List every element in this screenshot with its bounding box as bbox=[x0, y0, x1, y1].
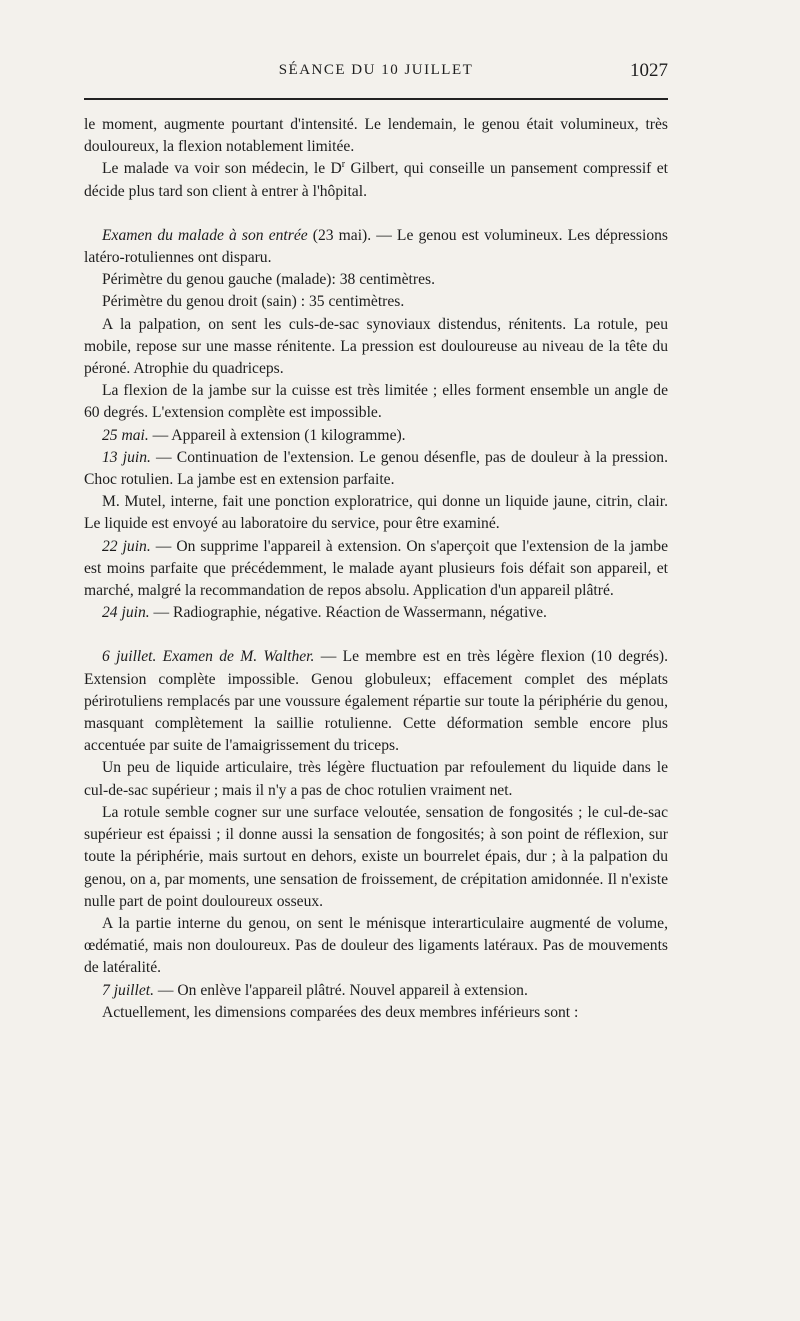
paragraph-lead-italic: 7 juillet. bbox=[102, 981, 154, 999]
paragraph-lead-italic: 13 juin. bbox=[102, 448, 151, 466]
paragraph bbox=[84, 1002, 668, 1024]
running-header bbox=[84, 60, 668, 86]
paragraph-text: Le malade va voir son médecin, le D bbox=[102, 160, 342, 178]
paragraph-text: A la palpation, on sent les culs-de-sac synoviaux distendus, rénitents. La rotule, peu mobile, repose sur une masse rénitente. La pression est douloureuse au niveau de la tête du péroné. Atrophie du quadriceps. bbox=[84, 315, 668, 378]
paragraph bbox=[84, 269, 668, 291]
paragraph-text: le moment, augmente pourtant d'intensité. Le lendemain, le genou était volumineux, très douloureux, la flexion notablement limitée. bbox=[84, 116, 668, 156]
paragraph-lead-italic: 22 juin. bbox=[102, 537, 151, 555]
paragraph-lead-italic: 6 juillet. Examen de M. Walther. bbox=[102, 648, 315, 666]
paragraph-text: Gilbert, qui conseille un pansement compressif et décide plus tard son client à entrer à l'hôpital. bbox=[84, 160, 668, 200]
paragraph bbox=[84, 447, 668, 491]
paragraph-text: M. Mutel, interne, fait une ponction exploratrice, qui donne un liquide jaune, citrin, clair. Le liquide est envoyé au laboratoire du service, pour être examiné. bbox=[84, 493, 668, 533]
paragraph bbox=[84, 913, 668, 980]
paragraph-text: — Continuation de l'extension. Le genou désenfle, pas de douleur à la pression. Choc rotulien. La jambe est en extension parfaite. bbox=[84, 448, 668, 489]
paragraph bbox=[84, 602, 668, 624]
paragraph-text: La rotule semble cogner sur une surface veloutée, sensation de fongosités ; le cul-de-sac supérieur est épaissi ; il donne aussi la sensation de fongosités; à son point de réflexion, sur toute la périphérie, mais surtout en dehors, existe un bourrelet épais, dur ; à la palpation du genou, on a, par moments, une sensation de froissement, de crépitation amidonnée. Il n'existe nulle part de point douloureux osseux. bbox=[84, 803, 668, 910]
paragraph-text: Actuellement, les dimensions comparées des deux membres inférieurs sont : bbox=[102, 1003, 579, 1021]
paragraph-text: Périmètre du genou droit (sain) : 35 centimètres. bbox=[102, 293, 405, 311]
paragraph bbox=[84, 291, 668, 313]
paragraph bbox=[84, 980, 668, 1002]
paragraph bbox=[84, 114, 668, 158]
header-title: SÉANCE DU 10 JUILLET bbox=[278, 62, 474, 78]
paragraph bbox=[84, 802, 668, 913]
paragraph bbox=[84, 314, 668, 381]
paragraph bbox=[84, 757, 668, 801]
paragraph-text: (23 mai). — Le genou est volumineux. Les dépressions latéro-rotuliennes ont disparu. bbox=[84, 226, 668, 267]
body-text bbox=[84, 114, 668, 1024]
paragraph bbox=[84, 425, 668, 447]
paragraph-text: La flexion de la jambe sur la cuisse est très limitée ; elles forment ensemble un angle de 60 degrés. L'extension complète est impossible. bbox=[84, 382, 668, 422]
paragraph bbox=[84, 380, 668, 424]
paragraph-text: — On supprime l'appareil à extension. On s'aperçoit que l'extension de la jambe est moins parfaite que précédemment, le malade ayant plusieurs fois défait son appareil, et marché, malgré la recommandation de repos absolu. Application d'un appareil plâtré. bbox=[84, 537, 668, 600]
paragraph bbox=[84, 158, 668, 202]
paragraph-text: — On enlève l'appareil plâtré. Nouvel appareil à extension. bbox=[153, 981, 528, 999]
paragraph-lead-italic: Examen du malade à son entrée bbox=[102, 226, 308, 244]
paragraph-text: Périmètre du genou gauche (malade): 38 centimètres. bbox=[102, 271, 435, 289]
paragraph-lead-italic: 24 juin. bbox=[102, 604, 150, 622]
header-rule bbox=[84, 98, 668, 100]
paragraph bbox=[84, 491, 668, 535]
page-number: 1027 bbox=[630, 60, 668, 81]
paragraph bbox=[84, 646, 668, 757]
paragraph-lead-italic: 25 mai. bbox=[102, 426, 149, 444]
superscript: r bbox=[341, 159, 346, 171]
paragraph bbox=[84, 536, 668, 603]
paragraph-text: Un peu de liquide articulaire, très légère fluctuation par refoulement du liquide dans le cul-de-sac supérieur ; mais il n'y a pas de choc rotulien vraiment net. bbox=[84, 759, 668, 799]
paragraph-text: — Radiographie, négative. Réaction de Wassermann, négative. bbox=[149, 604, 547, 622]
paragraph-text: A la partie interne du genou, on sent le ménisque interarticulaire augmenté de volume, œdématié, mais non douloureux. Pas de douleur des ligaments latéraux. Pas de mouvements de latéralité. bbox=[84, 914, 668, 977]
paragraph-text: — Le membre est en très légère flexion (10 degrés). Extension complète impossible. Genou globuleux; effacement complet des méplats périrotuliens remplacés par une voussure également répartie sur toute la périphérie du genou, masquant complètement la saillie rotulienne. Cette déformation semble encore plus accentuée par suite de l'amaigrissement du triceps. bbox=[84, 648, 668, 755]
paragraph bbox=[84, 225, 668, 269]
paragraph-text: — Appareil à extension (1 kilogramme). bbox=[148, 426, 406, 444]
